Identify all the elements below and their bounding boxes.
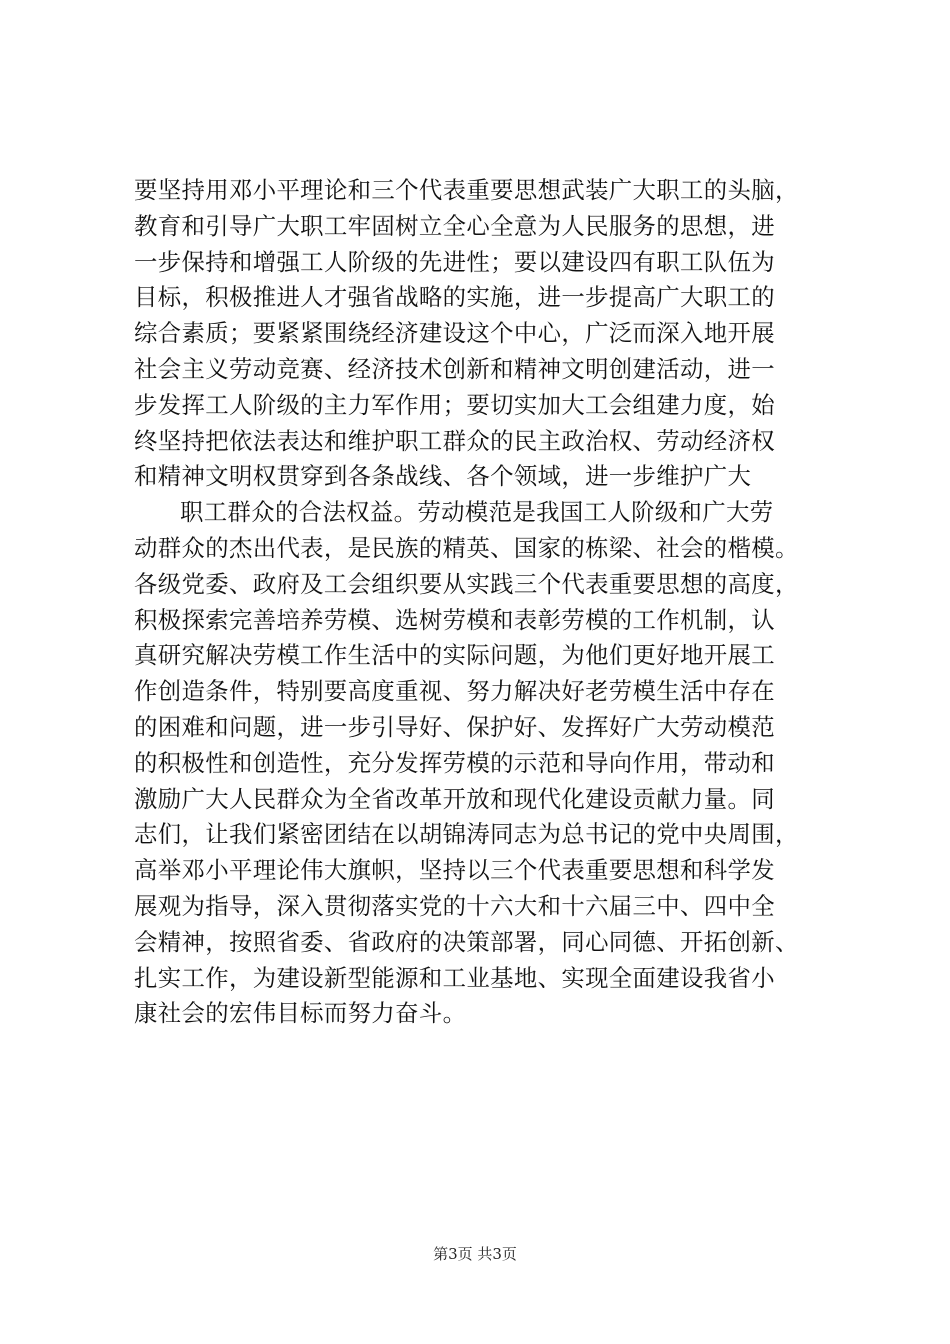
text-line: 目标，积极推进人才强省战略的实施，进一步提高广大职工的 — [134, 283, 775, 312]
text-line: 扎实工作，为建设新型能源和工业基地、实现全面建设我省小 — [134, 963, 775, 992]
text-line: 社会主义劳动竞赛、经济技术创新和精神文明创建活动，进一 — [134, 354, 775, 383]
text-line: 各级党委、政府及工会组织要从实践三个代表重要思想的高度， — [134, 569, 799, 598]
text-line: 教育和引导广大职工牢固树立全心全意为人民服务的思想，进 — [134, 211, 775, 240]
text-line: 和精神文明权贯穿到各条战线、各个领域，进一步维护广大 — [134, 462, 752, 491]
text-line: 一步保持和增强工人阶级的先进性；要以建设四有职工队伍为 — [134, 247, 775, 276]
body-text — [134, 173, 834, 1032]
text-line: 终坚持把依法表达和维护职工群众的民主政治权、劳动经济权 — [134, 426, 775, 455]
text-line: 高举邓小平理论伟大旗帜，坚持以三个代表重要思想和科学发 — [134, 856, 775, 885]
text-line: 的困难和问题，进一步引导好、保护好、发挥好广大劳动模范 — [134, 712, 775, 741]
text-line: 展观为指导，深入贯彻落实党的十六大和十六届三中、四中全 — [134, 891, 775, 920]
text-line: 步发挥工人阶级的主力军作用；要切实加大工会组建力度，始 — [134, 390, 775, 419]
text-line: 要坚持用邓小平理论和三个代表重要思想武装广大职工的头脑， — [134, 176, 799, 204]
text-line: 真研究解决劳模工作生活中的实际问题，为他们更好地开展工 — [134, 641, 775, 670]
page-number-footer: 第3页 共3页 — [433, 1245, 517, 1263]
text-line: 动群众的杰出代表，是民族的精英、国家的栋梁、社会的楷模。 — [134, 533, 799, 562]
text-line: 志们，让我们紧密团结在以胡锦涛同志为总书记的党中央周围， — [134, 820, 799, 849]
text-line: 积极探索完善培养劳模、选树劳模和表彰劳模的工作机制，认 — [134, 605, 775, 634]
text-line: 康社会的宏伟目标而努力奋斗。 — [134, 999, 467, 1028]
text-line: 的积极性和创造性，充分发挥劳模的示范和导向作用，带动和 — [134, 748, 775, 777]
text-line: 激励广大人民群众为全省改革开放和现代化建设贡献力量。同 — [134, 784, 775, 813]
text-line: 作创造条件，特别要高度重视、努力解决好老劳模生活中存在 — [134, 677, 775, 706]
text-line: 综合素质；要紧紧围绕经济建设这个中心，广泛而深入地开展 — [134, 319, 775, 348]
text-line-indented: 职工群众的合法权益。劳动模范是我国工人阶级和广大劳 — [180, 498, 774, 527]
text-line: 会精神，按照省委、省政府的决策部署，同心同德、开拓创新、 — [134, 927, 799, 956]
